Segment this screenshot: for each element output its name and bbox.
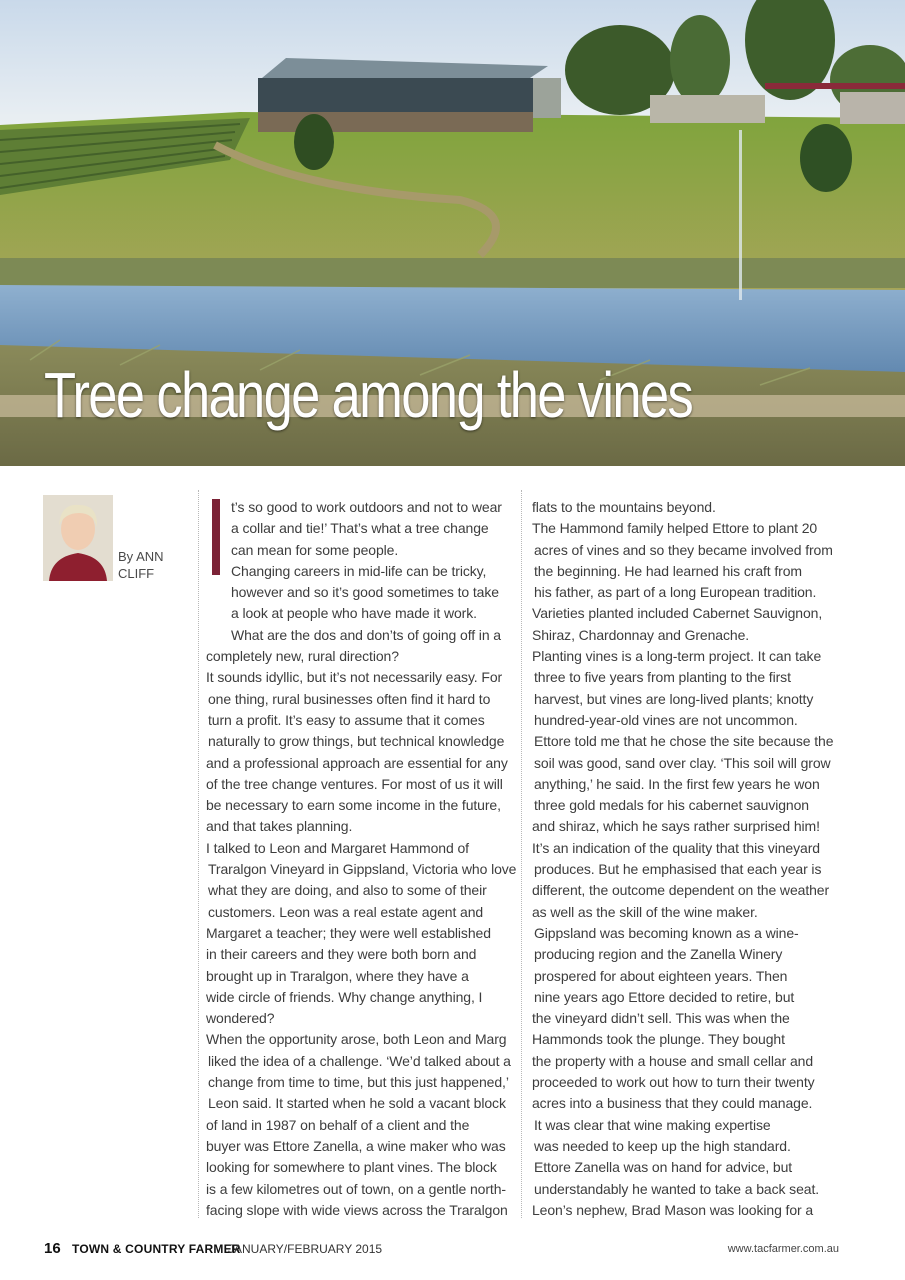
text-line: the vineyard didn’t sell. This was when the	[532, 1010, 790, 1027]
text-line: is a few kilometres out of town, on a gentle north-	[206, 1180, 506, 1197]
text-line: completely new, rural direction?	[206, 648, 399, 665]
text-line: When the opportunity arose, both Leon and Marg	[206, 1031, 507, 1048]
text-line: Margaret a teacher; they were well established	[206, 924, 491, 941]
text-line: produces. But he emphasised that each year is	[534, 861, 822, 878]
page-number: 16	[44, 1240, 61, 1257]
text-line: facing slope with wide views across the Traralgon	[206, 1201, 508, 1218]
hero-photo	[0, 0, 905, 466]
text-line: naturally to grow things, but technical knowledge	[208, 733, 505, 750]
article-title: Tree change among the vines	[44, 359, 693, 431]
text-line: Varieties planted included Cabernet Sauvignon,	[532, 605, 823, 622]
text-line: different, the outcome dependent on the weather	[532, 882, 830, 899]
text-line: three to five years from planting to the first	[534, 669, 791, 686]
text-line: and a professional approach are essential for any	[206, 754, 508, 771]
text-line: be necessary to earn some income in the future,	[206, 797, 501, 814]
website-link[interactable]: www.tacfarmer.com.au	[727, 1243, 839, 1255]
text-line: the beginning. He had learned his craft from	[534, 562, 802, 579]
text-line: Gippsland was becoming known as a wine-	[534, 924, 799, 941]
text-line: Ettore told me that he chose the site because the	[534, 733, 834, 750]
text-line: Leon’s nephew, Brad Mason was looking for a	[532, 1201, 814, 1218]
text-line: It sounds idyllic, but it’s not necessarily easy. For	[206, 669, 503, 686]
text-line: prospered for about eighteen years. Then	[534, 967, 788, 984]
text-line: Leon said. It started when he sold a vacant block	[208, 1095, 506, 1112]
text-line: in their careers and they were both born and	[206, 946, 477, 963]
text-line: the property with a house and small cellar and	[532, 1052, 814, 1069]
article-column-1	[206, 497, 526, 1221]
magazine-name: TOWN & COUNTRY FARMER	[72, 1242, 241, 1256]
text-line: however and so it’s good sometimes to take	[231, 584, 499, 601]
text-line: Shiraz, Chardonnay and Grenache.	[532, 626, 750, 643]
text-line: proceeded to work out how to turn their twenty	[532, 1074, 815, 1091]
text-line: buyer was Ettore Zanella, a wine maker who was	[206, 1137, 506, 1154]
article-column-2	[532, 497, 852, 1221]
text-line: understandably he wanted to take a back seat.	[534, 1180, 820, 1197]
text-line: change from time to time, but this just happened,’	[208, 1074, 509, 1091]
text-line: of the tree change ventures. For most of us it will	[206, 775, 503, 792]
text-line: harvest, but vines are long-lived plants; knotty	[534, 690, 814, 707]
page-footer	[44, 1240, 839, 1260]
text-line: Planting vines is a long-term project. It can take	[532, 648, 822, 665]
text-line: soil was good, sand over clay. ‘This soil will grow	[534, 754, 831, 771]
text-line: his father, as part of a long European tradition.	[534, 584, 817, 601]
text-line: producing region and the Zanella Winery	[534, 946, 783, 963]
text-line: can mean for some people.	[231, 541, 399, 558]
text-line: Traralgon Vineyard in Gippsland, Victoria who love	[208, 861, 517, 878]
text-line: The Hammond family helped Ettore to plant 20	[532, 520, 818, 537]
author-photo	[43, 495, 113, 581]
text-line: wide circle of friends. Why change anything, I	[206, 988, 483, 1005]
text-line: and that takes planning.	[206, 818, 353, 835]
text-line: looking for somewhere to plant vines. The block	[206, 1159, 497, 1176]
text-line: anything,’ he said. In the first few years he won	[534, 775, 820, 792]
author-portrait-icon	[43, 495, 113, 581]
text-line: liked the idea of a challenge. ‘We’d talked about a	[208, 1052, 511, 1069]
text-line: a collar and tie!’ That’s what a tree change	[231, 520, 489, 537]
byline-line: By ANN	[118, 549, 164, 564]
text-line: of land in 1987 on behalf of a client and the	[206, 1116, 470, 1133]
text-line: flats to the mountains beyond.	[532, 499, 716, 515]
text-line: hundred-year-old vines are not uncommon.	[534, 711, 798, 728]
text-line: as well as the skill of the wine maker.	[532, 903, 758, 920]
byline-line: CLIFF	[118, 566, 155, 581]
text-line: acres of vines and so they became involved from	[534, 541, 833, 558]
text-line: was needed to keep up the high standard.	[534, 1137, 791, 1154]
text-line: Ettore Zanella was on hand for advice, but	[534, 1159, 793, 1176]
text-line: What are the dos and don’ts of going off in a	[231, 626, 501, 643]
text-line: three gold medals for his cabernet sauvignon	[534, 797, 809, 814]
text-line: one thing, rural businesses often find it hard to	[208, 690, 491, 707]
text-line: wondered?	[206, 1010, 275, 1027]
issue-date: JANUARY/FEBRUARY 2015	[228, 1242, 383, 1256]
column-rule	[198, 490, 199, 1218]
text-line: I talked to Leon and Margaret Hammond of	[206, 839, 469, 856]
text-line: It’s an indication of the quality that this vineyard	[532, 839, 820, 856]
text-line: It was clear that wine making expertise	[534, 1116, 771, 1133]
text-line: Hammonds took the plunge. They bought	[532, 1031, 785, 1048]
text-line: a look at people who have made it work.	[231, 605, 477, 622]
text-line: acres into a business that they could manage.	[532, 1095, 813, 1112]
text-line: Changing careers in mid-life can be tricky,	[231, 562, 487, 579]
text-line: t’s so good to work outdoors and not to wear	[231, 499, 502, 515]
text-line: nine years ago Ettore decided to retire, but	[534, 988, 795, 1005]
text-line: what they are doing, and also to some of their	[208, 882, 487, 899]
text-line: turn a profit. It’s easy to assume that it comes	[208, 711, 485, 728]
byline	[118, 548, 164, 582]
text-line: customers. Leon was a real estate agent and	[208, 903, 484, 920]
text-line: and shiraz, which he says rather surprised him!	[532, 818, 820, 835]
text-line: brought up in Traralgon, where they have a	[206, 967, 469, 984]
